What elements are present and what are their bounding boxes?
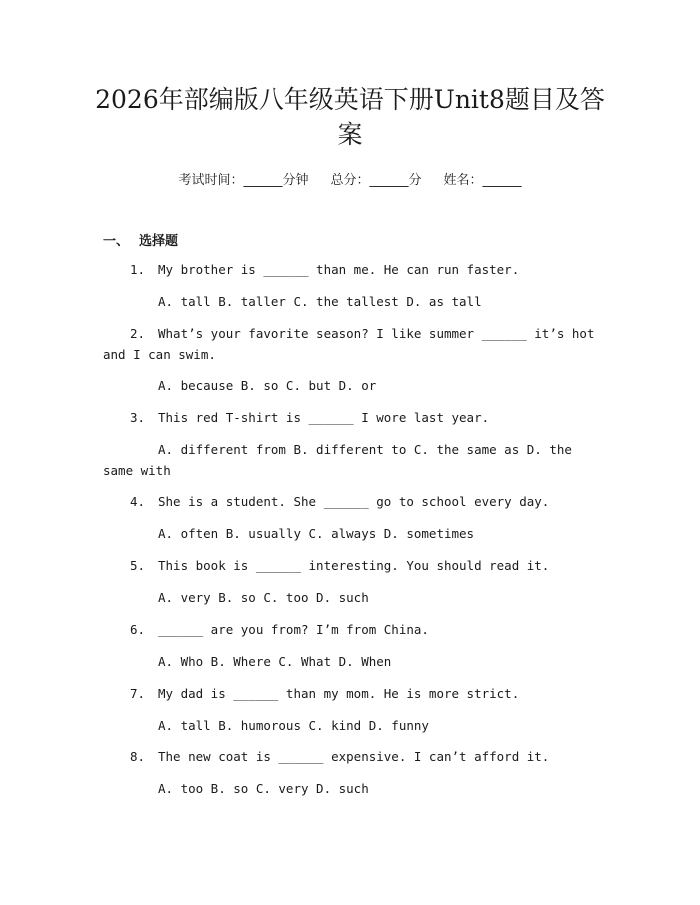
exam-time-field: 考试时间：______分钟 (178, 173, 309, 188)
question-text: She is a student. She ______ go to school every day. (158, 494, 550, 509)
question-options: A. because B. so C. but D. or (158, 378, 377, 393)
question-item (103, 407, 598, 428)
question-options: A. often B. usually C. always D. sometimes (158, 526, 475, 541)
question-number: 6. (130, 622, 146, 637)
section-number: 一、 (103, 234, 130, 249)
question-number: 1. (130, 262, 146, 277)
question-text: My brother is ______ than me. He can run faster. (158, 262, 520, 277)
question-options: A. very B. so C. too D. such (158, 590, 369, 605)
page-title: 2026年部编版八年级英语下册Unit8题目及答案 (95, 85, 605, 149)
question-options: A. tall B. taller C. the tallest D. as tall (158, 294, 482, 309)
question-number: 7. (130, 686, 146, 701)
question-text: My dad is ______ than my mom. He is more strict. (158, 686, 520, 701)
question-options: A. different from B. different to C. the same as D. the same with (103, 442, 572, 478)
question-text: What’s your favorite season? I like summer ______ it’s hot and I can swim. (103, 326, 595, 362)
question-item (103, 746, 598, 767)
question-number: 4. (130, 494, 146, 509)
section-heading (103, 230, 178, 249)
total-score-field: 总分：______分 (330, 173, 422, 188)
student-name-field: 姓名：______ (443, 173, 522, 188)
question-item (103, 555, 598, 576)
question-options: A. tall B. humorous C. kind D. funny (158, 718, 429, 733)
question-number: 8. (130, 749, 146, 764)
exam-info-line (0, 169, 700, 188)
section-title: 选择题 (139, 234, 179, 249)
question-item (103, 619, 598, 640)
question-item (103, 259, 598, 280)
question-text: The new coat is ______ expensive. I can’t afford it. (158, 749, 550, 764)
question-text: ______ are you from? I’m from China. (158, 622, 429, 637)
question-options: A. too B. so C. very D. such (158, 781, 369, 796)
question-number: 5. (130, 558, 146, 573)
question-number: 3. (130, 410, 146, 425)
question-options: A. Who B. Where C. What D. When (158, 654, 392, 669)
question-text: This book is ______ interesting. You should read it. (158, 558, 550, 573)
question-item (103, 491, 598, 512)
question-item (103, 323, 598, 365)
question-item (103, 683, 598, 704)
question-text: This red T-shirt is ______ I wore last year. (158, 410, 490, 425)
question-number: 2. (130, 326, 146, 341)
